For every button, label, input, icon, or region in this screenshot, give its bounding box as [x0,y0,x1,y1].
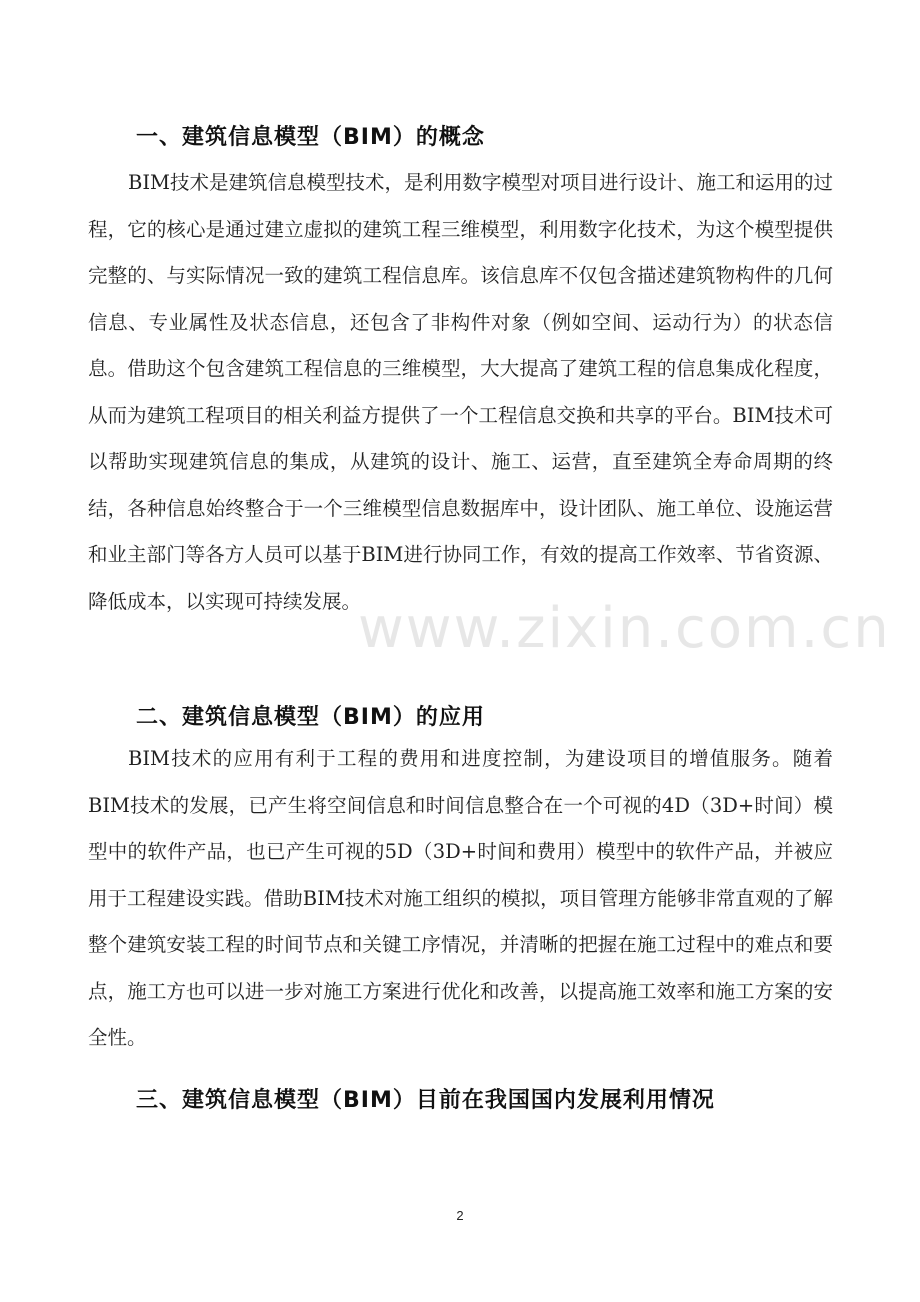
watermark: www.zixin.com.cn [358,596,891,661]
section-3-heading: 三、建筑信息模型（BIM）目前在我国国内发展利用情况 [136,1088,715,1113]
section-2-paragraph: BIM技术的应用有利于工程的费用和进度控制，为建设项目的增值服务。随着BIM技术的发展，已产生将空间信息和时间信息整合在一个可视的4D（3D+时间）模型中的软件产品，也已产生可视的5D（3D+时间和费用）模型中的软件产品，并被应用于工程建设实践。借助BIM技术对施工组织的模拟，项目管理方能够非常直观的了解整个建筑安装工程的时间节点和关键工序情况，并清晰的把握在施工过程中的难点和要点，施工方也可以进一步对施工方案进行优化和改善，以提高施工效率和施工方案的安全性。 [88,747,833,1049]
section-1-heading: 一、建筑信息模型（BIM）的概念 [136,125,485,150]
page-number: 2 [456,1208,464,1223]
section-2-heading: 二、建筑信息模型（BIM）的应用 [136,705,485,730]
section-1-paragraph: BIM技术是建筑信息模型技术，是利用数字模型对项目进行设计、施工和运用的过程，它的核心是通过建立虚拟的建筑工程三维模型，利用数字化技术，为这个模型提供完整的、与实际情况一致的建筑工程信息库。该信息库不仅包含描述建筑物构件的几何信息、专业属性及状态信息，还包含了非构件对象（例如空间、运动行为）的状态信息。借助这个包含建筑工程信息的三维模型，大大提高了建筑工程的信息集成化程度，从而为建筑工程项目的相关利益方提供了一个工程信息交换和共享的平台。BIM技术可以帮助实现建筑信息的集成，从建筑的设计、施工、运营，直至建筑全寿命周期的终结，各种信息始终整合于一个三维模型信息数据库中，设计团队、施工单位、设施运营和业主部门等各方人员可以基于BIM进行协同工作，有效的提高工作效率、节省资源、降低成本，以实现可持续发展。 [88,171,833,613]
